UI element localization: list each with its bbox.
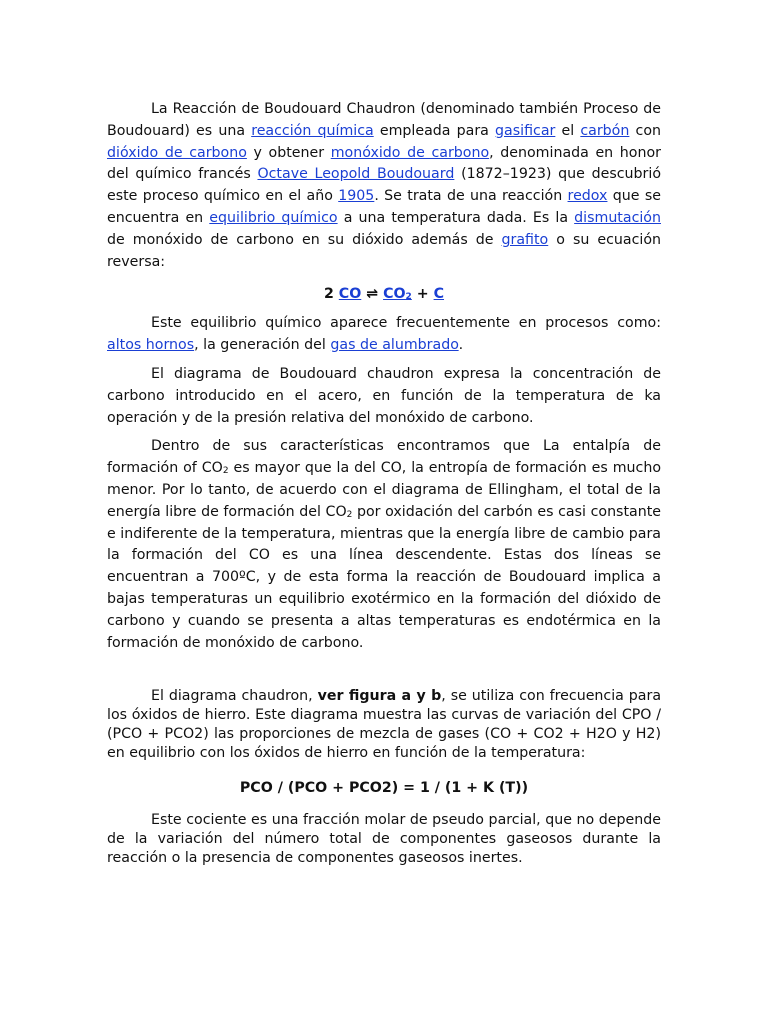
- text-span: , la generación del: [194, 337, 331, 354]
- link-1905[interactable]: 1905: [338, 188, 375, 205]
- link-dioxido-de-carbono[interactable]: dióxido de carbono: [107, 144, 247, 161]
- text-span: . Se trata de una reacción: [374, 188, 568, 205]
- molar-fraction-equation: PCO / (PCO + PCO2) = 1 / (1 + K (T)): [239, 780, 529, 797]
- link-gasificar[interactable]: gasificar: [495, 122, 556, 139]
- text-span: (1872–1923) que descubrió este proceso químico en el año: [107, 166, 661, 205]
- figure-reference: ver figura a y b: [317, 688, 442, 705]
- text-span: con: [629, 122, 661, 139]
- plus-sign: +: [411, 286, 434, 303]
- link-altos-hornos[interactable]: altos hornos: [107, 337, 195, 354]
- text-span: a una temperatura dada. Es la: [337, 209, 575, 226]
- equilibrium-arrow: ⇌: [361, 286, 384, 303]
- text-span: Este equilibrio químico aparece frecuentemente en procesos como:: [151, 315, 661, 332]
- co2-base: CO: [383, 286, 406, 303]
- document-body: [107, 99, 661, 868]
- link-dismutacion[interactable]: dismutación: [574, 209, 661, 226]
- link-octave-leopold-boudouard[interactable]: Octave Leopold Boudouard: [257, 166, 455, 183]
- equation-coefficient: 2: [323, 286, 339, 303]
- text-span: .: [458, 337, 464, 354]
- text-span: La Reacción de Boudouard Chaudron (denominado también Proceso de Boudouard) es una: [107, 101, 661, 139]
- characteristics-paragraph: [107, 436, 661, 654]
- link-co[interactable]: CO: [338, 286, 362, 303]
- text-span: es mayor que la del CO, la entropía de formación es mucho menor. Por lo tanto, de acuerdo con el diagrama de Ellingham, el total de la energía libre de formación del CO: [107, 460, 661, 520]
- link-reaccion-quimica[interactable]: reacción química: [251, 122, 374, 139]
- text-span: que se encuentra en: [107, 188, 661, 226]
- chaudron-paragraph: [107, 687, 661, 763]
- text-span: por oxidación del carbón es casi constante e indiferente de la temperatura, mientras que la energía libre de cambio para la formación del CO es una línea descendente. Estas dos líneas se encuentran a 700ºC, y de esta forma la reacción de Boudouard implica a bajas temperaturas un equilibrio exotérmico en la formación del dióxido de carbono y cuando se presenta a altas temperaturas es endotérmica en la formación de monóxido de carbono.: [107, 503, 661, 651]
- text-span: empleada para: [373, 122, 496, 139]
- link-c[interactable]: C: [433, 286, 445, 303]
- link-grafito[interactable]: grafito: [501, 231, 549, 248]
- link-monoxido-de-carbono[interactable]: monóxido de carbono: [330, 144, 490, 161]
- link-redox[interactable]: redox: [567, 188, 608, 205]
- text-span: , denominada en honor del químico francés: [107, 144, 661, 183]
- diagram-paragraph: El diagrama de Boudouard chaudron expresa la concentración de carbono introducido en el acero, en función de la temperatura de ka operación y de la presión relativa del monóxido de carbono.: [107, 365, 661, 426]
- link-equilibrio-quimico[interactable]: equilibrio químico: [209, 209, 338, 226]
- text-span: y obtener: [246, 144, 331, 161]
- quotient-paragraph: Este cociente es una fracción molar de pseudo parcial, que no depende de la variación del número total de componentes gaseosos durante la reacción o la presencia de componentes gaseosos inertes.: [107, 812, 661, 867]
- link-gas-de-alumbrado[interactable]: gas de alumbrado: [330, 337, 459, 354]
- text-span: , se utiliza con frecuencia para los óxidos de hierro. Este diagrama muestra las curvas de variación del CPO / (PCO + PCO2) las proporciones de mezcla de gases (CO + CO2 + H2O y H2) en equilibrio con los óxidos de hierro en función de la temperatura:: [107, 688, 662, 762]
- equilibrium-paragraph: [107, 313, 661, 357]
- text-span: el: [555, 122, 581, 139]
- text-span: Dentro de sus características encontramos que La entalpía de formación of CO: [107, 438, 661, 477]
- boudouard-equation: [107, 283, 661, 305]
- co2-subscript: 2: [405, 292, 412, 303]
- text-span: de monóxido de carbono en su dióxido además de: [107, 231, 502, 248]
- link-carbon[interactable]: carbón: [580, 122, 630, 139]
- text-span: o su ecuación reversa:: [107, 231, 661, 270]
- link-co2[interactable]: [383, 286, 412, 302]
- co2-subscript: 2: [346, 509, 353, 520]
- intro-paragraph: [107, 99, 661, 273]
- text-span: El diagrama chaudron,: [151, 688, 318, 705]
- co2-subscript: 2: [222, 466, 229, 477]
